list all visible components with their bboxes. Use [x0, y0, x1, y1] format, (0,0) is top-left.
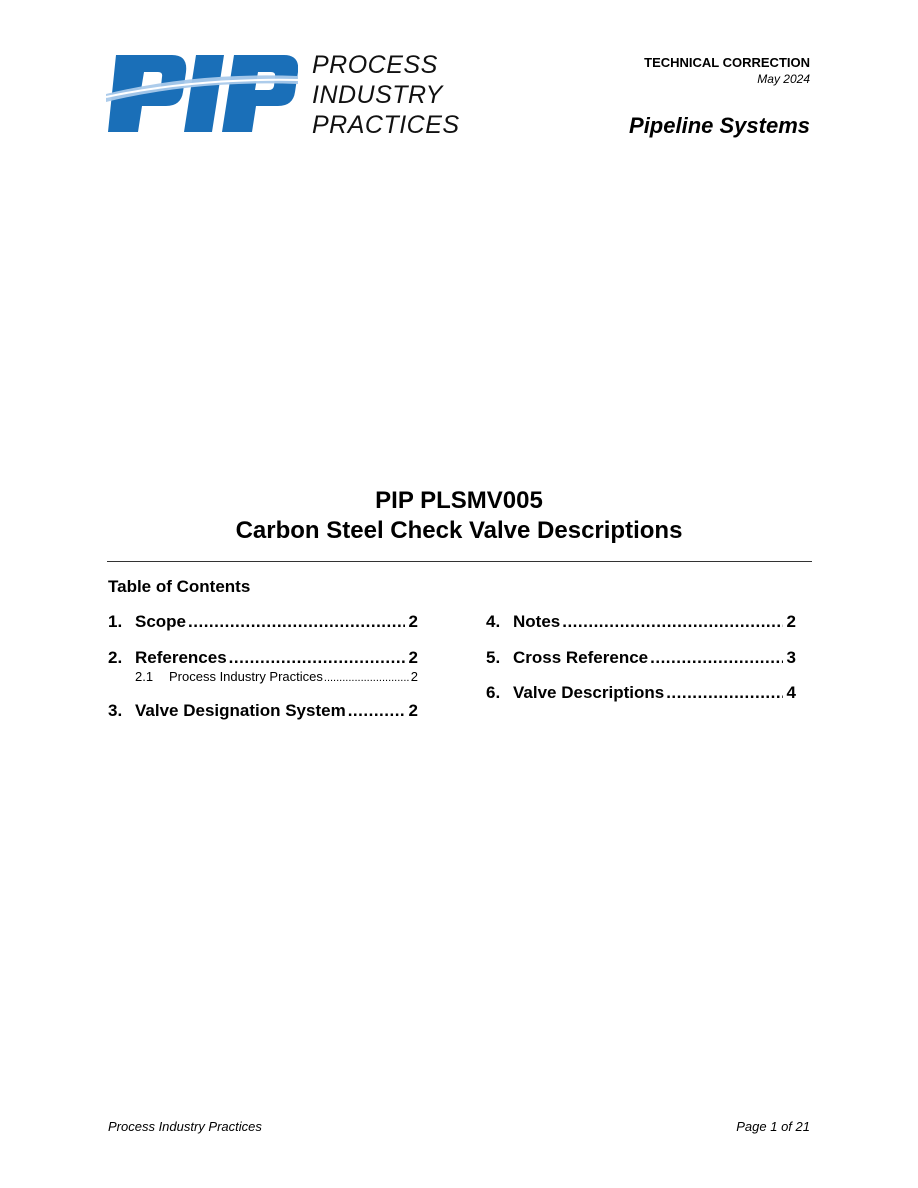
- toc-entry-page: 4: [786, 683, 796, 702]
- toc-leader-dots: [562, 612, 782, 632]
- toc-entry-scope[interactable]: [108, 612, 418, 632]
- toc-leader-dots: [666, 683, 782, 703]
- toc-leader-dots: [188, 612, 405, 632]
- toc-entry-page: 2: [408, 648, 418, 667]
- toc-leader-dots: [348, 701, 405, 721]
- toc-entry-label: Valve Designation System: [135, 701, 346, 720]
- logo-text-line-3: PRACTICES: [312, 111, 460, 139]
- pip-logo-mark-icon: [106, 50, 298, 134]
- title-divider: [107, 561, 812, 562]
- document-title: Carbon Steel Check Valve Descriptions: [235, 517, 683, 544]
- toc-leader-dots: [324, 672, 410, 684]
- toc-leader-dots: [229, 648, 405, 668]
- pip-logo: [106, 50, 466, 140]
- toc-entry-valve-designation-system[interactable]: [108, 701, 418, 721]
- toc-entry-notes[interactable]: [486, 612, 796, 632]
- toc-entry-page: 3: [786, 648, 796, 667]
- toc-entry-cross-reference[interactable]: [486, 648, 796, 668]
- logo-text-line-1: PROCESS: [312, 51, 438, 79]
- document-status-block: [644, 55, 810, 87]
- toc-entry-page: 2: [786, 612, 796, 631]
- toc-entry-label: Scope: [135, 612, 187, 631]
- document-title-block: [0, 486, 918, 546]
- toc-entry-label: Cross Reference: [513, 648, 649, 667]
- footer-page-number: Page 1 of 21: [736, 1119, 810, 1134]
- toc-entry-number: 6.: [486, 683, 501, 702]
- toc-subentry-number: 2.1: [135, 669, 154, 684]
- toc-entry-label: Notes: [513, 612, 561, 631]
- toc-entry-label: References: [135, 648, 227, 667]
- logo-text-line-2: INDUSTRY: [312, 81, 443, 109]
- document-id: PIP PLSMV005: [375, 487, 543, 514]
- toc-entry-valve-descriptions[interactable]: [486, 683, 796, 703]
- toc-entry-label: Valve Descriptions: [513, 683, 665, 702]
- toc-entry-number: 1.: [108, 612, 123, 631]
- toc-subentry-page: 2: [410, 669, 418, 684]
- toc-entry-number: 3.: [108, 701, 123, 720]
- toc-entry-number: 2.: [108, 648, 123, 667]
- document-date: May 2024: [757, 72, 810, 86]
- toc-entry-number: 5.: [486, 648, 501, 667]
- toc-subentry-label: Process Industry Practices: [169, 669, 323, 684]
- toc-entry-references[interactable]: [108, 648, 418, 668]
- toc-leader-dots: [650, 648, 782, 668]
- toc-entry-page: 2: [408, 701, 418, 720]
- document-status: TECHNICAL CORRECTION: [644, 55, 810, 70]
- footer-organization: Process Industry Practices: [108, 1119, 262, 1134]
- toc-subentry-process-industry-practices[interactable]: [135, 669, 418, 684]
- document-category: Pipeline Systems: [629, 113, 810, 138]
- logo-wordmark: [312, 50, 460, 140]
- toc-entry-number: 4.: [486, 612, 501, 631]
- toc-entry-page: 2: [408, 612, 418, 631]
- toc-heading: Table of Contents: [108, 577, 251, 596]
